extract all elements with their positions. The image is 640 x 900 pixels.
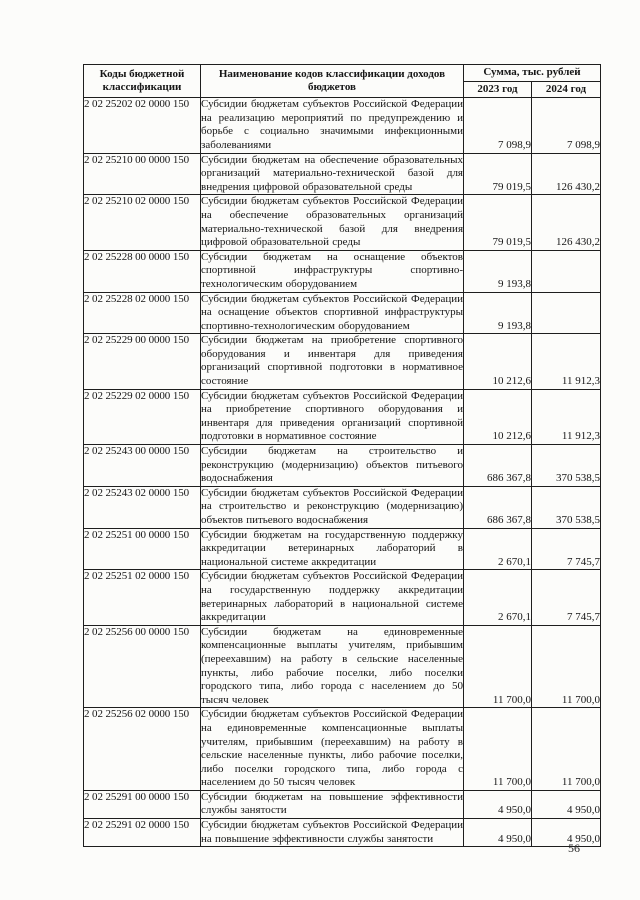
amount-2024-cell: 370 538,5 (532, 486, 601, 528)
amount-2023-cell: 4 950,0 (464, 790, 532, 818)
table-row (84, 250, 601, 292)
code-cell: 2 02 25229 02 0000 150 (84, 389, 201, 444)
code-cell: 2 02 25210 00 0000 150 (84, 153, 201, 195)
table-row (84, 790, 601, 818)
amount-2023-cell: 686 367,8 (464, 445, 532, 487)
table-row (84, 292, 601, 334)
amount-2023-cell: 4 950,0 (464, 819, 532, 847)
table-row (84, 625, 601, 708)
amount-2024-cell: 11 912,3 (532, 334, 601, 389)
name-cell: Субсидии бюджетам субъектов Российской Федерации на государственную поддержку аккредитации ветеринарных лабораторий в национальной системе аккредитации (201, 570, 464, 625)
code-cell: 2 02 25243 00 0000 150 (84, 445, 201, 487)
header-year-2024: 2024 год (532, 81, 601, 98)
table-row (84, 486, 601, 528)
name-cell: Субсидии бюджетам на государственную поддержку аккредитации ветеринарных лабораторий в национальной системе аккредитации (201, 528, 464, 570)
code-cell: 2 02 25210 02 0000 150 (84, 195, 201, 250)
code-cell: 2 02 25228 02 0000 150 (84, 292, 201, 334)
name-cell: Субсидии бюджетам на повышение эффективности службы занятости (201, 790, 464, 818)
amount-2024-cell: 11 912,3 (532, 389, 601, 444)
budget-classification-table (83, 64, 601, 847)
table-body (84, 98, 601, 847)
header-code-column: Коды бюджетной классификации (84, 65, 201, 98)
name-cell: Субсидии бюджетам на единовременные компенсационные выплаты учителям, прибывшим (переехавшим) на работу в сельские населенные пункты, либо рабочие поселки, либо поселки городского типа, либо города с населением до 50 тысяч человек (201, 625, 464, 708)
header-year-2023: 2023 год (464, 81, 532, 98)
name-cell: Субсидии бюджетам на обеспечение образовательных организаций материально-технической базой для внедрения цифровой образовательной среды (201, 153, 464, 195)
amount-2023-cell: 11 700,0 (464, 625, 532, 708)
name-cell: Субсидии бюджетам на приобретение спортивного оборудования и инвентаря для приведения организаций спортивной подготовки в нормативное состояние (201, 334, 464, 389)
amount-2024-cell: 11 700,0 (532, 625, 601, 708)
code-cell: 2 02 25291 02 0000 150 (84, 819, 201, 847)
amount-2024-cell: 11 700,0 (532, 708, 601, 791)
name-cell: Субсидии бюджетам субъектов Российской Федерации на повышение эффективности службы занятости (201, 819, 464, 847)
table-row (84, 819, 601, 847)
amount-2023-cell: 9 193,8 (464, 250, 532, 292)
table-row (84, 195, 601, 250)
amount-2023-cell: 9 193,8 (464, 292, 532, 334)
table-row (84, 445, 601, 487)
amount-2024-cell (532, 292, 601, 334)
code-cell: 2 02 25228 00 0000 150 (84, 250, 201, 292)
header-sum-column: Сумма, тыс. рублей (464, 65, 601, 82)
table-row (84, 98, 601, 153)
amount-2024-cell: 7 745,7 (532, 570, 601, 625)
amount-2024-cell: 7 098,9 (532, 98, 601, 153)
header-name-column: Наименование кодов классификации доходов бюджетов (201, 65, 464, 98)
amount-2023-cell: 10 212,6 (464, 389, 532, 444)
amount-2024-cell: 126 430,2 (532, 153, 601, 195)
amount-2023-cell: 686 367,8 (464, 486, 532, 528)
code-cell: 2 02 25291 00 0000 150 (84, 790, 201, 818)
amount-2023-cell: 7 098,9 (464, 98, 532, 153)
code-cell: 2 02 25229 00 0000 150 (84, 334, 201, 389)
amount-2023-cell: 79 019,5 (464, 195, 532, 250)
amount-2024-cell: 4 950,0 (532, 790, 601, 818)
amount-2024-cell: 4 950,0 (532, 819, 601, 847)
page-number: 56 (568, 841, 580, 855)
code-cell: 2 02 25243 02 0000 150 (84, 486, 201, 528)
name-cell: Субсидии бюджетам субъектов Российской Федерации на единовременные компенсационные выплаты учителям, прибывшим (переехавшим) на работу в сельские населенные пункты, либо рабочие поселки, либо поселки городского типа, либо города с населением до 50 тысяч человек (201, 708, 464, 791)
name-cell: Субсидии бюджетам субъектов Российской Федерации на строительство и реконструкцию (модернизацию) объектов питьевого водоснабжения (201, 486, 464, 528)
amount-2023-cell: 10 212,6 (464, 334, 532, 389)
table-header (84, 65, 601, 98)
name-cell: Субсидии бюджетам на строительство и реконструкцию (модернизацию) объектов питьевого водоснабжения (201, 445, 464, 487)
code-cell: 2 02 25251 00 0000 150 (84, 528, 201, 570)
name-cell: Субсидии бюджетам субъектов Российской Федерации на оснащение объектов спортивной инфраструктуры спортивно-технологическим оборудованием (201, 292, 464, 334)
amount-2023-cell: 2 670,1 (464, 528, 532, 570)
code-cell: 2 02 25202 02 0000 150 (84, 98, 201, 153)
amount-2024-cell: 370 538,5 (532, 445, 601, 487)
code-cell: 2 02 25251 02 0000 150 (84, 570, 201, 625)
amount-2024-cell: 126 430,2 (532, 195, 601, 250)
amount-2023-cell: 11 700,0 (464, 708, 532, 791)
name-cell: Субсидии бюджетам субъектов Российской Федерации на реализацию мероприятий по предупреждению и борьбе с социально значимыми инфекционными заболеваниями (201, 98, 464, 153)
name-cell: Субсидии бюджетам на оснащение объектов спортивной инфраструктуры спортивно-технологическим оборудованием (201, 250, 464, 292)
table-row (84, 334, 601, 389)
amount-2024-cell (532, 250, 601, 292)
name-cell: Субсидии бюджетам субъектов Российской Федерации на обеспечение образовательных организаций материально-технической базой для внедрения цифровой образовательной среды (201, 195, 464, 250)
table-row (84, 389, 601, 444)
table-row (84, 528, 601, 570)
table-row (84, 570, 601, 625)
table-row (84, 153, 601, 195)
name-cell: Субсидии бюджетам субъектов Российской Федерации на приобретение спортивного оборудования и инвентаря для приведения организаций спортивной подготовки в нормативное состояние (201, 389, 464, 444)
amount-2023-cell: 2 670,1 (464, 570, 532, 625)
code-cell: 2 02 25256 00 0000 150 (84, 625, 201, 708)
code-cell: 2 02 25256 02 0000 150 (84, 708, 201, 791)
table-row (84, 708, 601, 791)
amount-2024-cell: 7 745,7 (532, 528, 601, 570)
amount-2023-cell: 79 019,5 (464, 153, 532, 195)
